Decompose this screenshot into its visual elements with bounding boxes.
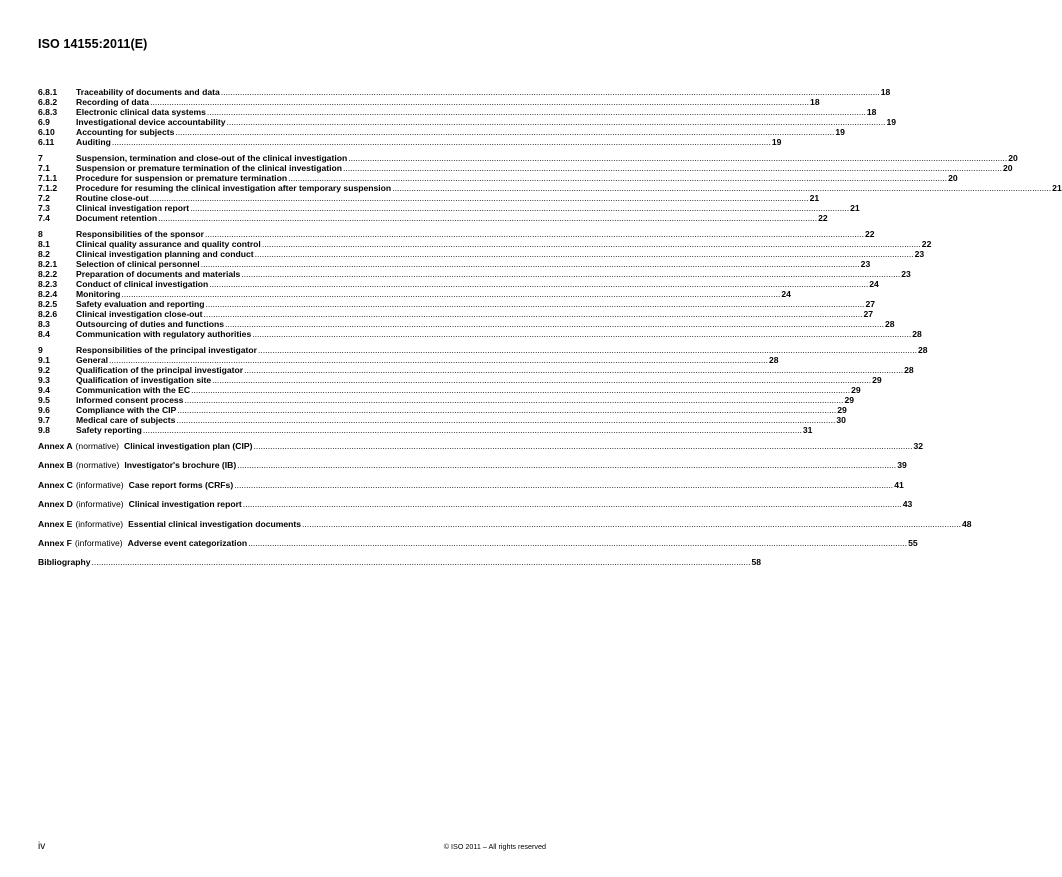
document-id-header: ISO 14155:2011(E) xyxy=(38,37,148,51)
toc-group xyxy=(38,229,932,339)
toc-entry-page: 20 xyxy=(1008,153,1018,163)
toc-entry-title: Responsibilities of the sponsor xyxy=(76,229,204,239)
toc-entry-page: 28 xyxy=(912,329,922,339)
toc-entry-number: 6.8.3 xyxy=(38,107,58,117)
dot-leader xyxy=(204,299,865,309)
annex-title: Case report forms (CRFs) xyxy=(128,479,234,490)
dot-leader xyxy=(236,460,897,470)
dot-leader xyxy=(391,183,1052,193)
toc-entry-title: Qualification of investigation site xyxy=(76,375,212,385)
annex-title: Clinical investigation report xyxy=(128,499,242,510)
toc-entry-number: 9.5 xyxy=(38,395,50,405)
toc-entry-title: Investigational device accountability xyxy=(76,117,226,127)
toc-entry-number: 7.2 xyxy=(38,193,50,203)
toc-entry-page: 19 xyxy=(886,117,897,127)
toc-entry[interactable] xyxy=(38,173,958,183)
annex-entry[interactable] xyxy=(38,537,918,548)
toc-entry[interactable] xyxy=(38,163,1013,173)
toc-entry[interactable] xyxy=(38,127,845,137)
toc-entry[interactable] xyxy=(38,365,914,375)
dot-leader xyxy=(142,425,803,435)
toc-entry-number: 8.2.4 xyxy=(38,289,58,299)
dot-leader xyxy=(174,127,835,137)
toc-entry-number: 8.1 xyxy=(38,239,50,249)
toc-entry-page: 27 xyxy=(863,309,874,319)
toc-entry[interactable] xyxy=(38,137,782,147)
toc-entry[interactable] xyxy=(38,329,922,339)
dot-leader xyxy=(157,213,818,223)
dot-leader xyxy=(224,319,885,329)
annex-type: (informative) xyxy=(74,537,123,548)
toc-entry-number: 9 xyxy=(38,345,43,355)
toc-entry-number: 7 xyxy=(38,153,43,163)
toc-entry[interactable] xyxy=(38,249,925,259)
toc-entry-number: 9.7 xyxy=(38,415,50,425)
annex-label: Bibliography xyxy=(38,557,91,568)
dot-leader xyxy=(203,309,864,319)
toc-entry-title: Medical care of subjects xyxy=(76,415,176,425)
toc-entry-number: 9.4 xyxy=(38,385,50,395)
annex-label: Annex E xyxy=(38,518,73,529)
toc-entry-number: 8.2.5 xyxy=(38,299,58,309)
toc-entry-number: 8.2.2 xyxy=(38,269,58,279)
toc-entry-page: 22 xyxy=(864,229,875,239)
annex-type: (informative) xyxy=(75,499,124,510)
dot-leader xyxy=(252,441,913,451)
dot-leader xyxy=(176,405,837,415)
toc-entry[interactable] xyxy=(38,279,879,289)
toc-entry[interactable] xyxy=(38,269,911,279)
toc-entry-title: Communication with regulatory authorities xyxy=(76,329,252,339)
toc-entry[interactable] xyxy=(38,107,877,117)
dot-leader xyxy=(247,538,908,548)
toc-entry-page: 23 xyxy=(860,259,871,269)
toc-entry-number: 9.3 xyxy=(38,375,50,385)
toc-group xyxy=(38,87,897,147)
dot-leader xyxy=(342,163,1003,173)
annex-entry[interactable] xyxy=(38,557,762,568)
dot-leader xyxy=(183,395,844,405)
dot-leader xyxy=(208,279,869,289)
annex-label: Annex F xyxy=(38,537,72,548)
toc-entry-page: 28 xyxy=(917,345,928,355)
dot-leader xyxy=(243,365,904,375)
toc-entry-title: Monitoring xyxy=(76,289,121,299)
toc-entry-title: Communication with the EC xyxy=(76,385,191,395)
toc-entry-page: 29 xyxy=(872,375,882,385)
dot-leader xyxy=(111,137,772,147)
toc-entry-number: 6.11 xyxy=(38,137,55,147)
annex-label: Annex A xyxy=(38,441,73,451)
annex-page: 48 xyxy=(962,518,972,529)
toc-entry-page: 24 xyxy=(869,279,879,289)
toc-entry-page: 29 xyxy=(851,385,861,395)
dot-leader xyxy=(206,107,867,117)
toc-entry-page: 21 xyxy=(1052,183,1062,193)
annex-entry[interactable] xyxy=(38,441,924,451)
toc-entry-number: 9.6 xyxy=(38,405,50,415)
toc-entry-number: 9.1 xyxy=(38,355,50,365)
toc-entry-title: Suspension or premature termination of the clinical investigation xyxy=(76,163,342,173)
toc-entry-page: 28 xyxy=(904,365,914,375)
annex-type: (normative) xyxy=(75,460,120,471)
annex-entry[interactable] xyxy=(38,479,904,490)
toc-entry-page: 20 xyxy=(948,173,958,183)
toc-entry-number: 6.10 xyxy=(38,127,55,137)
annex-title: Investigator's brochure (IB) xyxy=(124,460,237,471)
toc-entry-number: 8 xyxy=(38,229,43,239)
toc-entry-page: 18 xyxy=(880,87,891,97)
toc-group xyxy=(38,345,928,435)
annex-page: 58 xyxy=(751,557,762,568)
annex-title: Adverse event categorization xyxy=(127,537,248,548)
toc-entry[interactable] xyxy=(38,289,791,299)
toc-entry-title: Auditing xyxy=(76,137,111,147)
toc-entry-title: Clinical investigation report xyxy=(76,203,190,213)
dot-leader xyxy=(211,375,872,385)
toc-entry[interactable] xyxy=(38,309,874,319)
page-number: iv xyxy=(38,841,46,852)
toc-entry-page: 21 xyxy=(809,193,820,203)
toc-entry[interactable] xyxy=(38,345,928,355)
dot-leader xyxy=(242,499,903,509)
toc-entry-page: 28 xyxy=(884,319,895,329)
toc-entry[interactable] xyxy=(38,239,932,249)
toc-entry-number: 6.8.2 xyxy=(38,97,58,107)
toc-entry[interactable] xyxy=(38,97,820,107)
annex-label: Annex B xyxy=(38,460,73,471)
toc-entry-page: 27 xyxy=(865,299,875,309)
toc-entry-number: 8.4 xyxy=(38,329,50,339)
toc-entry-title: Clinical quality assurance and quality control xyxy=(76,239,261,249)
annex-type: (informative) xyxy=(75,479,124,490)
toc-entry-number: 8.2.1 xyxy=(38,259,58,269)
toc-sections xyxy=(38,87,1062,435)
dot-leader xyxy=(225,117,886,127)
toc-entry-page: 29 xyxy=(844,395,854,405)
annex-entry[interactable] xyxy=(38,499,913,510)
table-of-contents xyxy=(38,87,1062,577)
toc-group xyxy=(38,153,1062,223)
dot-leader xyxy=(204,229,865,239)
dot-leader xyxy=(189,203,850,213)
toc-entry-page: 22 xyxy=(921,239,932,249)
annex-label: Annex D xyxy=(38,499,73,510)
toc-entry-number: 8.3 xyxy=(38,319,50,329)
dot-leader xyxy=(149,97,810,107)
toc-entry[interactable] xyxy=(38,203,860,213)
toc-entry-title: Clinical investigation planning and conduct xyxy=(76,249,254,259)
toc-entry[interactable] xyxy=(38,193,820,203)
toc-entry-page: 21 xyxy=(850,203,860,213)
annex-entry[interactable] xyxy=(38,518,972,529)
toc-entry-title: Safety evaluation and reporting xyxy=(76,299,205,309)
toc-entry[interactable] xyxy=(38,299,875,309)
annex-page: 55 xyxy=(908,537,918,548)
toc-entry-title: Routine close-out xyxy=(76,193,149,203)
annex-page: 43 xyxy=(902,499,913,510)
dot-leader xyxy=(200,259,861,269)
toc-entry-title: Safety reporting xyxy=(76,425,142,435)
toc-entry-page: 20 xyxy=(1002,163,1013,173)
toc-entry[interactable] xyxy=(38,415,846,425)
dot-leader xyxy=(149,193,810,203)
dot-leader xyxy=(233,480,894,490)
toc-entry[interactable] xyxy=(38,375,882,385)
dot-leader xyxy=(257,345,918,355)
toc-entry-page: 19 xyxy=(835,127,845,137)
toc-entry-title: Selection of clinical personnel xyxy=(76,259,200,269)
toc-entry-page: 30 xyxy=(836,415,846,425)
toc-entry-page: 23 xyxy=(901,269,911,279)
toc-entry-number: 7.1.2 xyxy=(38,183,58,193)
toc-entry-title: Compliance with the CIP xyxy=(76,405,177,415)
dot-leader xyxy=(240,269,901,279)
toc-entry-page: 24 xyxy=(781,289,791,299)
toc-entry-title: Clinical investigation close-out xyxy=(76,309,203,319)
toc-entry-title: Suspension, termination and close-out of the clinical investigation xyxy=(76,153,348,163)
toc-entry-page: 18 xyxy=(810,97,820,107)
annex-entry[interactable] xyxy=(38,460,907,471)
toc-entry-number: 7.4 xyxy=(38,213,50,223)
toc-entry-number: 8.2 xyxy=(38,249,50,259)
dot-leader xyxy=(347,153,1008,163)
toc-entry-title: General xyxy=(76,355,109,365)
toc-entry-page: 22 xyxy=(818,213,828,223)
toc-entry-number: 6.8.1 xyxy=(38,87,58,97)
toc-entry[interactable] xyxy=(38,213,828,223)
annex-title: Essential clinical investigation documents xyxy=(128,518,302,529)
toc-entry-title: Procedure for suspension or premature termination xyxy=(76,173,288,183)
toc-entry[interactable] xyxy=(38,319,895,329)
toc-entry[interactable] xyxy=(38,385,861,395)
toc-entry[interactable] xyxy=(38,153,1018,163)
toc-entry-number: 8.2.3 xyxy=(38,279,58,289)
toc-entry-number: 9.8 xyxy=(38,425,50,435)
toc-entry-title: Informed consent process xyxy=(76,395,184,405)
toc-entry-page: 19 xyxy=(771,137,782,147)
toc-entry[interactable] xyxy=(38,229,875,239)
annex-label: Annex C xyxy=(38,479,73,490)
toc-entry[interactable] xyxy=(38,87,891,97)
toc-entry[interactable] xyxy=(38,117,897,127)
toc-entry-title: Conduct of clinical investigation xyxy=(76,279,209,289)
toc-entry[interactable] xyxy=(38,395,854,405)
toc-entry[interactable] xyxy=(38,425,813,435)
annex-title: Clinical investigation plan (CIP) xyxy=(124,441,253,451)
toc-entry[interactable] xyxy=(38,259,871,269)
dot-leader xyxy=(120,289,781,299)
copyright-notice: © ISO 2011 – All rights reserved xyxy=(443,842,546,851)
toc-annexes xyxy=(38,441,972,568)
dot-leader xyxy=(301,519,962,529)
toc-entry-page: 18 xyxy=(866,107,877,117)
dot-leader xyxy=(254,249,915,259)
dot-leader xyxy=(108,355,769,365)
toc-entry-title: Procedure for resuming the clinical investigation after temporary suspension xyxy=(76,183,392,193)
dot-leader xyxy=(175,415,836,425)
toc-entry[interactable] xyxy=(38,405,847,415)
annex-page: 41 xyxy=(894,479,904,490)
dot-leader xyxy=(251,329,912,339)
toc-entry[interactable] xyxy=(38,183,1062,193)
toc-entry-page: 28 xyxy=(769,355,779,365)
toc-entry-page: 29 xyxy=(837,405,847,415)
toc-entry-number: 6.9 xyxy=(38,117,50,127)
dot-leader xyxy=(220,87,881,97)
toc-entry-title: Outsourcing of duties and functions xyxy=(76,319,224,329)
toc-entry-number: 7.1 xyxy=(38,163,50,173)
dot-leader xyxy=(261,239,922,249)
annex-type: (normative) xyxy=(75,441,120,451)
toc-entry-title: Accounting for subjects xyxy=(76,127,175,137)
annex-page: 32 xyxy=(913,441,924,451)
dot-leader xyxy=(190,385,851,395)
toc-entry-title: Document retention xyxy=(76,213,158,223)
toc-entry-title: Recording of data xyxy=(76,97,150,107)
annex-type: (informative) xyxy=(75,518,124,529)
dot-leader xyxy=(287,173,948,183)
toc-entry-page: 23 xyxy=(914,249,925,259)
toc-entry-page: 31 xyxy=(802,425,813,435)
toc-entry-title: Qualification of the principal investigator xyxy=(76,365,244,375)
toc-entry-title: Responsibilities of the principal investigator xyxy=(76,345,257,355)
toc-entry[interactable] xyxy=(38,355,779,365)
toc-entry-title: Electronic clinical data systems xyxy=(76,107,206,117)
toc-entry-number: 7.3 xyxy=(38,203,50,213)
toc-entry-number: 8.2.6 xyxy=(38,309,58,319)
annex-page: 39 xyxy=(897,460,907,471)
dot-leader xyxy=(91,557,752,567)
toc-entry-title: Traceability of documents and data xyxy=(76,87,220,97)
toc-entry-number: 7.1.1 xyxy=(38,173,58,183)
toc-entry-number: 9.2 xyxy=(38,365,50,375)
toc-entry-title: Preparation of documents and materials xyxy=(76,269,241,279)
